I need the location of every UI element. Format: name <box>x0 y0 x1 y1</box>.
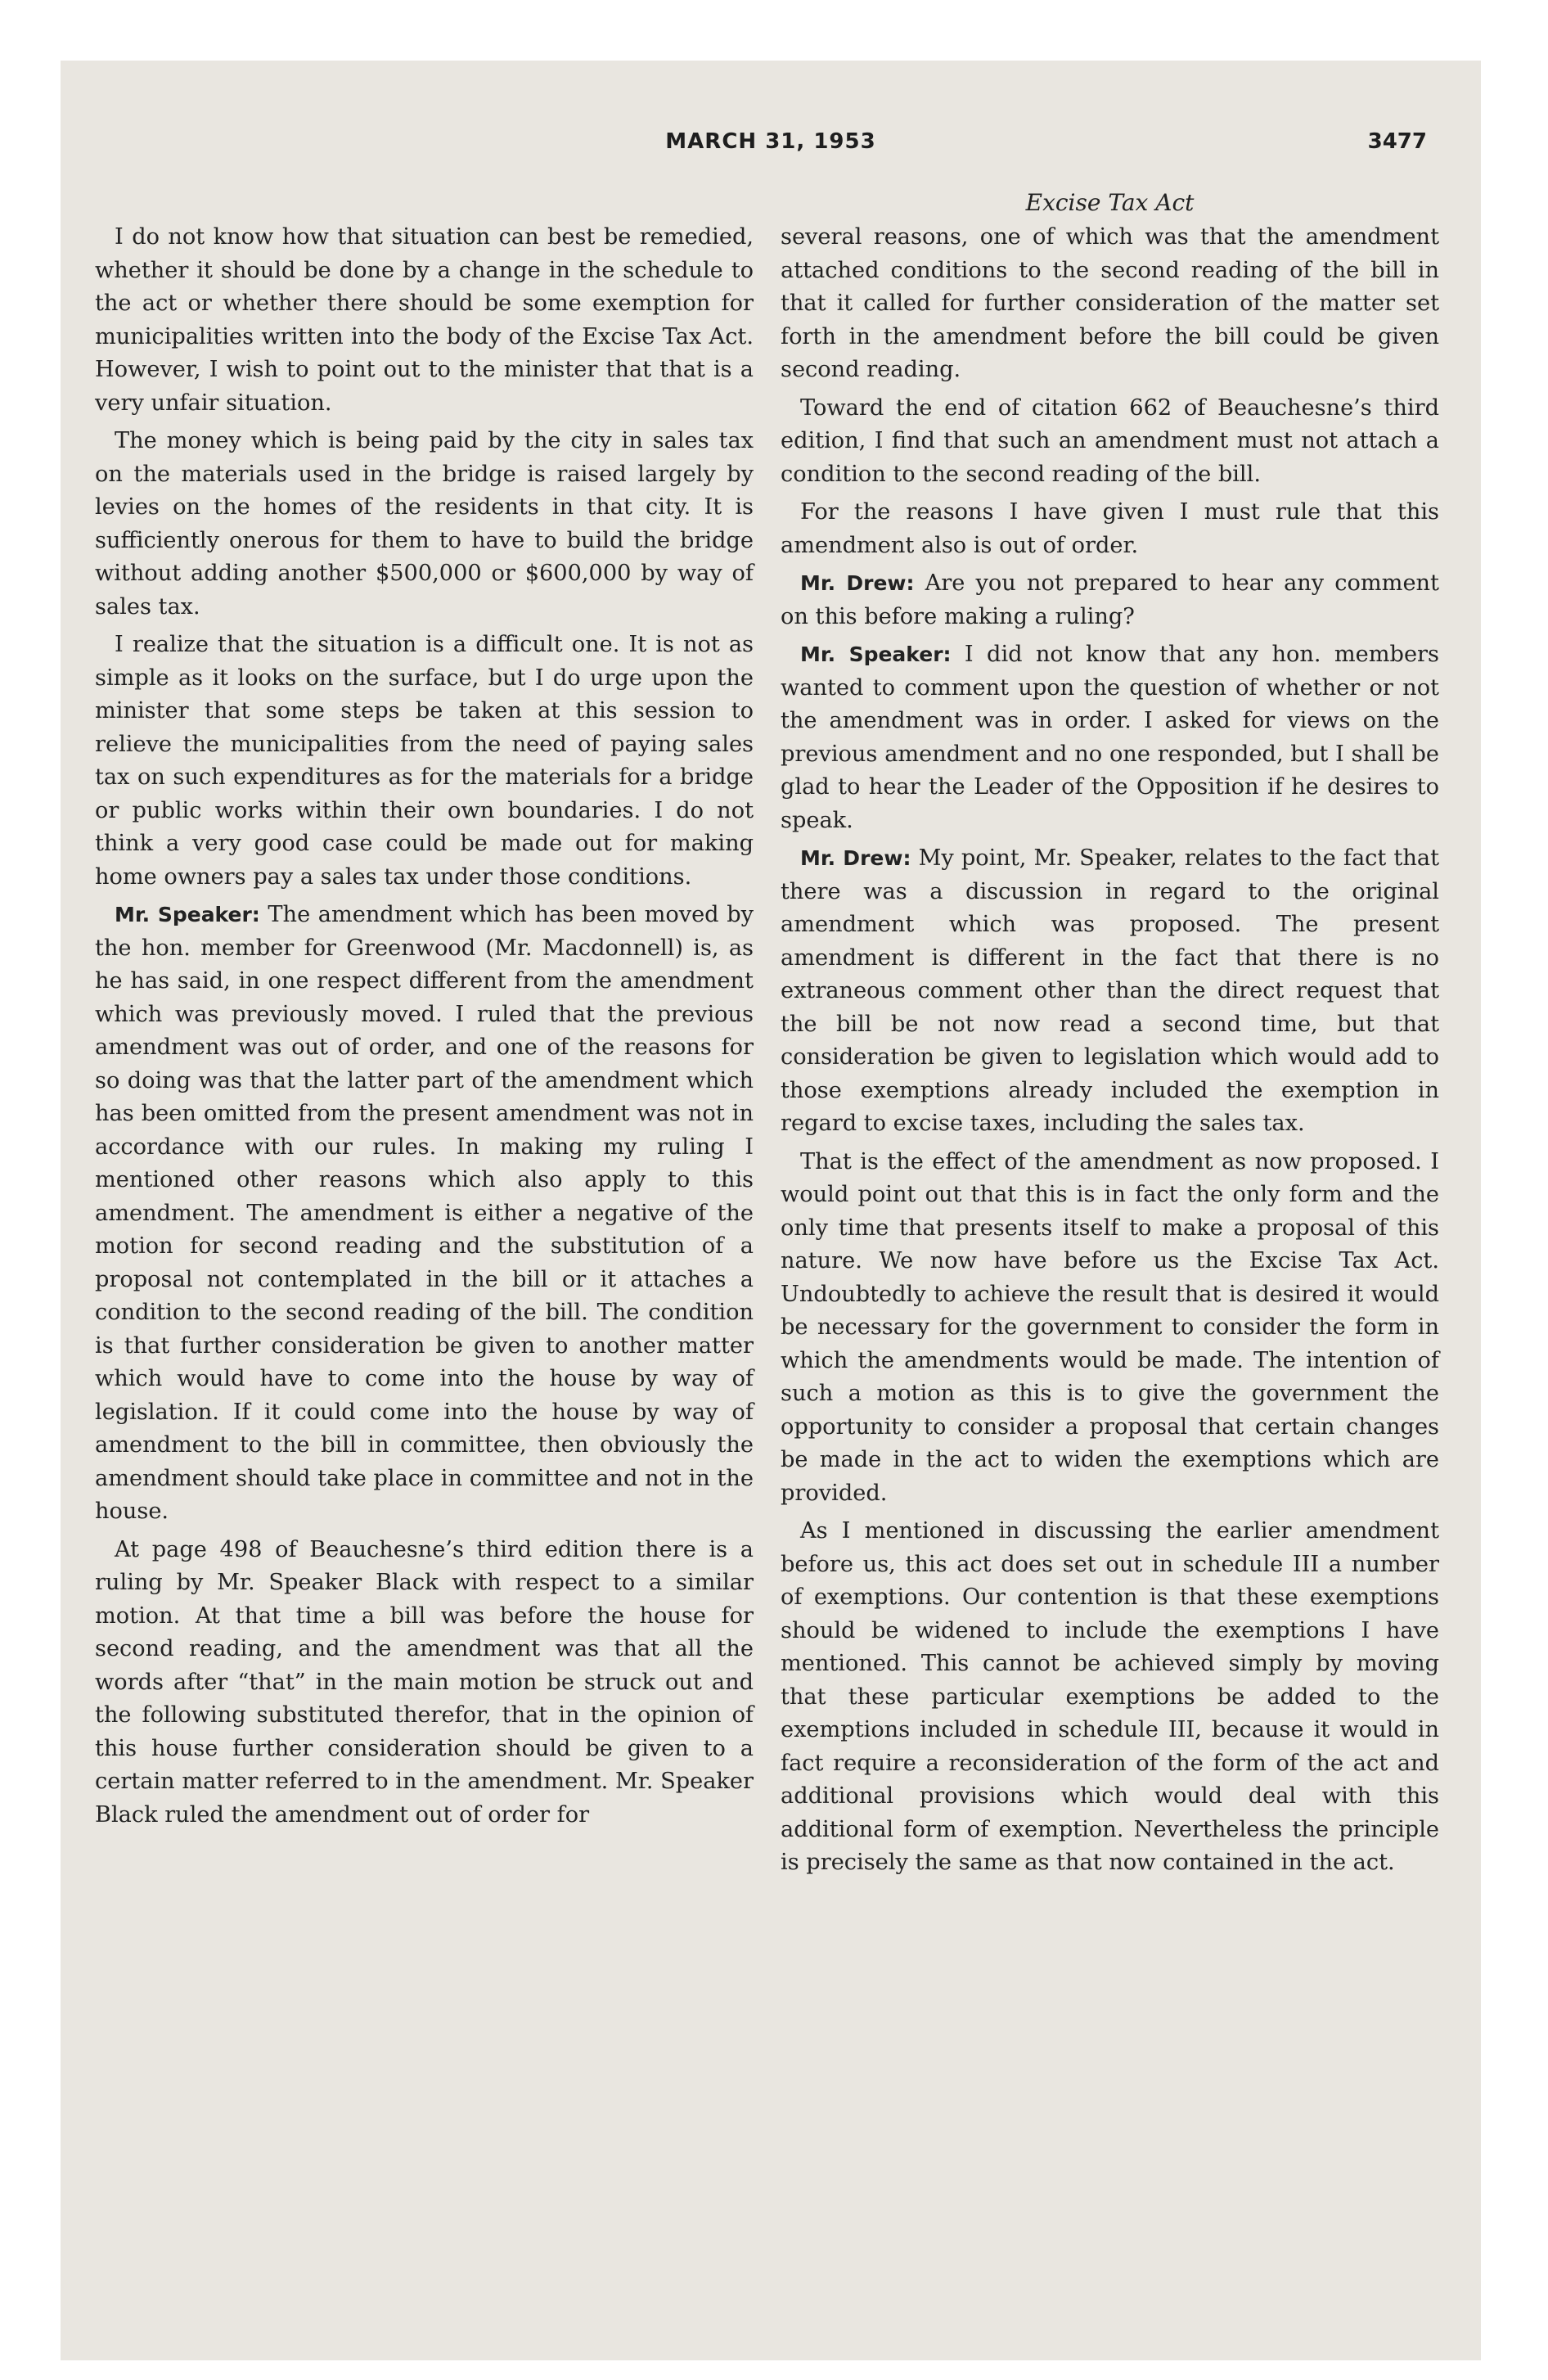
paragraph-text: The amendment which has been moved by the hon. member for Greenwood (Mr. Macdonnell) is, as he has said, in one respect different from the amendment which was previously moved. I ruled that the previous amendment was out of order, and one of the reasons for so doing was that the latter part of the amendment which has been omitted from the present amendment was not in accordance with our rules. In making my ruling I mentioned other reasons which also apply to this amendment. The amendment is either a negative of the motion for second reading and the substitution of a proposal not contemplated in the bill or it attaches a condition to the second reading of the bill. The condition is that further consideration be given to another matter which would have to come into the house by way of legislation. If it could come into the house by way of amendment to the bill in committee, then obviously the amendment should take place in committee and not in the house. <box>95 902 754 1524</box>
paragraph <box>781 638 1439 837</box>
speaker-name: Mr. Drew: <box>800 846 911 870</box>
page-header <box>61 129 1481 162</box>
paragraph-text: I realize that the situation is a difficult one. It is not as simple as it looks on the surface, but I do urge upon the minister that some steps be taken at this session to relieve the municipalities from the need of paying sales tax on such expenditures as for the materials for a bridge or public works within their own boundaries. I do not think a very good case could be made out for making home owners pay a sales tax under those conditions. <box>95 632 754 890</box>
paragraph <box>781 392 1439 492</box>
page <box>61 61 1481 2360</box>
paragraph <box>95 221 754 420</box>
paragraph-text: For the reasons I have given I must rule that this amendment also is out of order. <box>781 499 1439 558</box>
paragraph <box>95 425 754 624</box>
speaker-name: Mr. Drew: <box>800 571 915 595</box>
paragraph-text: That is the effect of the amendment as now proposed. I would point out that this is in fact the only form and the only time that presents itself to make a proposal of this nature. We now have before us the Excise Tax Act. Undoubtedly to achieve the result that is desired it would be necessary for the government to consider the form in which the amendments would be made. The intention of such a motion as this is to give the government the opportunity to consider a proposal that certain changes be made in the act to widen the exemptions which are provided. <box>781 1148 1439 1506</box>
paragraph-text: At page 498 of Beauchesne’s third edition there is a ruling by Mr. Speaker Black with respect to a similar motion. At that time a bill was before the house for second reading, and the amendment was that all the words after “that” in the main motion be struck out and the following substituted therefor, that in the opinion of this house further consideration should be given to a certain matter referred to in the amendment. Mr. Speaker Black ruled the amendment out of order for <box>95 1536 754 1828</box>
paragraph <box>95 899 754 1529</box>
paragraph <box>95 629 754 894</box>
speaker-name: Mr. Speaker: <box>115 903 260 926</box>
paragraph-text: I do not know how that situation can best be remedied, whether it should be done by a change in the schedule to the act or whether there should be some exemption for municipalities written into the body of the Excise Tax Act. However, I wish to point out to the minister that that is a very unfair situation. <box>95 224 754 416</box>
paragraph <box>781 1146 1439 1511</box>
page-number: 3477 <box>1367 129 1427 154</box>
paragraph <box>781 496 1439 562</box>
paragraph <box>781 842 1439 1141</box>
right-column <box>781 187 1439 1885</box>
paragraph <box>781 567 1439 633</box>
paragraph-text: As I mentioned in discussing the earlier amendment before us, this act does set out in schedule III a number of exemptions. Our contention is that these exemptions should be widened to include the exemptions I have mentioned. This cannot be achieved simply by moving that these particular exemptions be added to the exemptions included in schedule III, because it would in fact require a reconsideration of the form of the act and additional provisions which would deal with this additional form of exemption. Nevertheless the principle is precisely the same as that now contained in the act. <box>781 1518 1439 1875</box>
section-subtitle: Excise Tax Act <box>1025 189 1195 216</box>
header-date: MARCH 31, 1953 <box>665 129 876 154</box>
paragraph-text: My point, Mr. Speaker, relates to the fact that there was a discussion in regard to the original amendment which was proposed. The present amendment is different in the fact that there is no extraneous comment other than the direct request that the bill be not now read a second time, but that consideration be given to legislation which would add to those exemptions already included the exemption in regard to excise taxes, including the sales tax. <box>781 845 1439 1136</box>
paragraph-text: Are you not prepared to hear any comment on this before making a ruling? <box>781 570 1439 629</box>
paragraph-text: Toward the end of citation 662 of Beauchesne’s third edition, I find that such an amendment must not attach a condition to the second reading of the bill. <box>781 394 1439 487</box>
speaker-name: Mr. Speaker: <box>800 642 952 666</box>
paragraph-text: The money which is being paid by the city in sales tax on the materials used in the bridge is raised largely by levies on the homes of the residents in that city. It is sufficiently onerous for them to have to build the bridge without adding another $500,000 or $600,000 by way of sales tax. <box>95 428 754 620</box>
paragraph <box>781 221 1439 387</box>
paragraph <box>95 1534 754 1832</box>
paragraph-text: several reasons, one of which was that the amendment attached conditions to the second reading of the bill in that it called for further consideration of the matter set forth in the amendment before the bill could be given second reading. <box>781 224 1439 382</box>
paragraph-text: I did not know that any hon. members wanted to comment upon the question of whether or not the amendment was in order. I asked for views on the previous amendment and no one responded, but I shall be glad to hear the Leader of the Opposition if he desires to speak. <box>781 642 1439 833</box>
paragraph <box>781 1515 1439 1880</box>
left-column <box>95 221 754 1837</box>
